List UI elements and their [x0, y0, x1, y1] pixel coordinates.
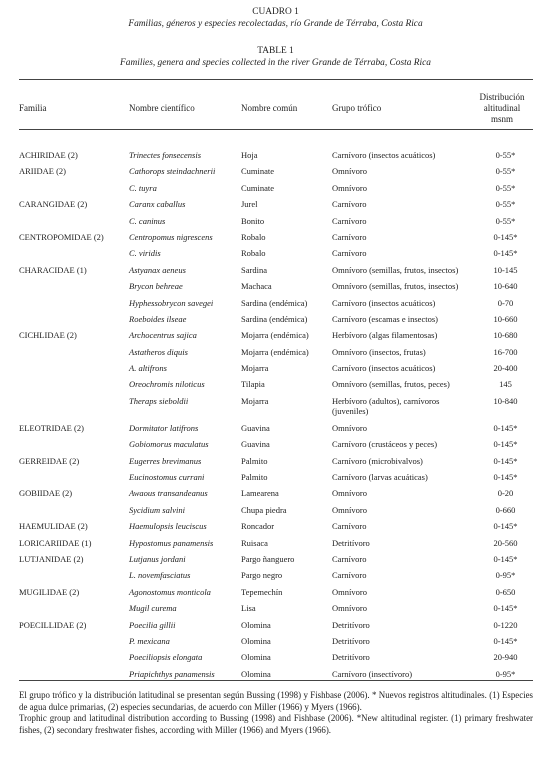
- common-name-cell: Olomina: [241, 668, 271, 679]
- common-name-cell: Palmito: [241, 472, 268, 483]
- scientific-name-cell: Haemulopsis leuciscus: [129, 521, 207, 532]
- distribution-cell: 0-145*: [493, 231, 518, 242]
- family-cell: ARIIDAE (2): [19, 166, 66, 177]
- trophic-group-cell: Carnívoro (insectos acuáticos): [332, 363, 436, 374]
- scientific-name-cell: Awaous transandeanus: [129, 488, 208, 499]
- scientific-name-cell: C. viridis: [129, 248, 161, 259]
- table-row: [19, 347, 533, 363]
- table-row: [19, 538, 533, 554]
- distribution-cell: 145: [499, 379, 512, 390]
- family-cell: CENTROPOMIDAE (2): [19, 231, 104, 242]
- common-name-cell: Chupa piedra: [241, 504, 287, 515]
- scientific-name-cell: Theraps sieboldii: [129, 395, 189, 406]
- distribution-cell: 0-1220: [493, 619, 518, 630]
- trophic-group-cell: Carnívoro (insectos acuáticos): [332, 297, 436, 308]
- scientific-name-cell: Gobiomorus maculatus: [129, 439, 209, 450]
- family-cell: HAEMULIDAE (2): [19, 521, 88, 532]
- table-row: [19, 505, 533, 521]
- table-row: [19, 669, 533, 685]
- trophic-group-cell: Carnívoro (larvas acuáticas): [332, 472, 428, 483]
- distribution-cell: 10-145: [493, 264, 518, 275]
- scientific-name-cell: Astyanax aeneus: [129, 264, 186, 275]
- family-cell: [19, 472, 129, 488]
- family-cell: LORICARIIDAE (1): [19, 537, 92, 548]
- trophic-group-cell: Herbívoro (algas filamentosas): [332, 330, 438, 341]
- scientific-name-cell: Caranx caballus: [129, 199, 186, 210]
- common-name-cell: Bonito: [241, 215, 265, 226]
- table-row: [19, 423, 533, 439]
- family-cell: [19, 603, 129, 619]
- table-row: [19, 363, 533, 379]
- scientific-name-cell: Lutjanus jordani: [129, 553, 186, 564]
- table-row: [19, 314, 533, 330]
- trophic-group-cell: Carnívoro (insectos acuáticos): [332, 150, 436, 160]
- trophic-group-cell: Omnívoro (semillas, frutos, insectos): [332, 264, 459, 275]
- trophic-group-cell: Omnívoro: [332, 182, 367, 193]
- distribution-cell: 0-20: [497, 488, 514, 499]
- trophic-group-cell: Detritívoro: [332, 635, 370, 646]
- species-table-body: [19, 150, 533, 685]
- table-notes: [19, 690, 533, 736]
- distribution-cell: 0-660: [495, 504, 516, 515]
- table-row: [19, 232, 533, 248]
- caption-en-label: TABLE 1: [257, 46, 294, 56]
- scientific-name-cell: P. mexicana: [129, 635, 170, 646]
- trophic-group-cell: Omnívoro: [332, 488, 367, 499]
- scientific-name-cell: L. novemfasciatus: [129, 570, 191, 581]
- distribution-cell: 16-700: [493, 346, 518, 357]
- common-name-cell: Machaca: [241, 281, 272, 292]
- family-cell: GERREIDAE (2): [19, 455, 80, 466]
- table-row: [19, 281, 533, 297]
- trophic-group-cell: Omnívoro: [332, 603, 367, 614]
- common-name-cell: Roncador: [241, 521, 275, 532]
- scientific-name-cell: Cathorops steindachnerii: [129, 166, 216, 177]
- distribution-cell: 0-145*: [493, 455, 518, 466]
- common-name-cell: Lisa: [241, 603, 256, 614]
- common-name-cell: Mojarra: [241, 363, 269, 374]
- trophic-group-cell: Carnívoro: [332, 231, 367, 242]
- distribution-cell: 0-145*: [493, 248, 518, 259]
- scientific-name-cell: Hypostomus panamensis: [129, 537, 214, 548]
- distribution-cell: 0-145*: [493, 439, 518, 450]
- distribution-cell: 10-640: [493, 281, 518, 292]
- family-cell: [19, 248, 129, 264]
- family-cell: [19, 298, 129, 314]
- table-row: [19, 330, 533, 346]
- top-rule: [19, 79, 533, 80]
- scientific-name-cell: Hyphessobrycon savegei: [129, 297, 214, 308]
- table-row: [19, 570, 533, 586]
- caption-es-title: Familias, géneros y especies recolectadas, río Grande de Térraba, Costa Rica: [128, 19, 423, 29]
- family-cell: ACHIRIDAE (2): [19, 150, 78, 160]
- table-row: [19, 587, 533, 603]
- trophic-group-cell: Detritívoro: [332, 652, 370, 663]
- family-cell: [19, 570, 129, 586]
- scientific-name-cell: C. tuyra: [129, 182, 157, 193]
- family-cell: [19, 505, 129, 521]
- scientific-name-cell: Priapichthys panamensis: [129, 668, 215, 679]
- family-cell: [19, 216, 129, 232]
- table-row: [19, 620, 533, 636]
- trophic-group-cell: Detritívoro: [332, 537, 370, 548]
- header-nombre-comun: Nombre común: [241, 103, 298, 113]
- distribution-cell: 10-680: [493, 330, 518, 341]
- distribution-cell: 20-560: [493, 537, 518, 548]
- distribution-cell: 0-55*: [495, 215, 516, 226]
- common-name-cell: Lamearena: [241, 488, 279, 499]
- trophic-group-cell: Carnívoro: [332, 570, 367, 581]
- table-row: [19, 248, 533, 264]
- trophic-group-cell: Omnívoro (semillas, frutos, peces): [332, 379, 450, 390]
- caption-es-label: CUADRO 1: [252, 7, 299, 17]
- trophic-group-cell: Omnívoro (insectos, frutas): [332, 346, 426, 357]
- table-row: [19, 636, 533, 652]
- table-row: [19, 199, 533, 215]
- trophic-group-cell: Carnívoro (microbivalvos): [332, 455, 423, 466]
- scientific-name-cell: Dormitator latifrons: [129, 422, 199, 433]
- common-name-cell: Sardina: [241, 264, 267, 275]
- family-cell: MUGILIDAE (2): [19, 586, 80, 597]
- species-table: [19, 150, 533, 685]
- trophic-group-cell: Omnívoro: [332, 166, 367, 177]
- common-name-cell: Tepemechín: [241, 586, 283, 597]
- distribution-cell: 0-145*: [493, 603, 518, 614]
- distribution-cell: 0-55*: [495, 199, 516, 210]
- scientific-name-cell: Brycon behreae: [129, 281, 183, 292]
- scientific-name-cell: Eugerres brevimanus: [129, 455, 202, 466]
- table-row: [19, 603, 533, 619]
- table-row: [19, 456, 533, 472]
- common-name-cell: Olomina: [241, 619, 271, 630]
- table-row: [19, 396, 533, 423]
- header-grupo-trofico: Grupo trófico: [332, 103, 382, 113]
- trophic-group-cell: Carnívoro (insectívoro): [332, 668, 413, 679]
- trophic-group-cell: Carnívoro: [332, 215, 367, 226]
- note-es: El grupo trófico y la distribución latitudinal se presentan según Bussing (1998) y Fishbase (2006). * Nuevos registros altitudinales. (1) Especies de agua dulce primarias, (2) especies secundarias, de acuerdo con Miller (1966) y Myers (1966).: [19, 690, 533, 712]
- distribution-cell: 0-650: [495, 586, 516, 597]
- table-row: [19, 166, 533, 182]
- header-distribucion: Distribución altitudinal msnm: [479, 92, 525, 124]
- common-name-cell: Olomina: [241, 635, 271, 646]
- trophic-group-cell: Carnívoro: [332, 248, 367, 259]
- distribution-cell: 0-145*: [493, 553, 518, 564]
- table-row: [19, 472, 533, 488]
- table-row: [19, 521, 533, 537]
- distribution-cell: 0-145*: [493, 472, 518, 483]
- trophic-group-cell: Omnívoro (semillas, frutos, insectos): [332, 281, 459, 292]
- trophic-group-cell: Detritívoro: [332, 619, 370, 630]
- distribution-cell: 0-145*: [493, 635, 518, 646]
- scientific-name-cell: C. caninus: [129, 215, 166, 226]
- scientific-name-cell: Astatheros diquis: [129, 346, 188, 357]
- trophic-group-cell: Carnívoro: [332, 553, 367, 564]
- common-name-cell: Ruisaca: [241, 537, 268, 548]
- family-cell: ELEOTRIDAE (2): [19, 422, 84, 433]
- family-cell: POECILLIDAE (2): [19, 619, 87, 630]
- family-cell: [19, 183, 129, 199]
- trophic-group-cell: Carnívoro (crustáceos y peces): [332, 439, 438, 450]
- common-name-cell: Robalo: [241, 248, 266, 259]
- family-cell: [19, 314, 129, 330]
- distribution-cell: 20-400: [493, 363, 518, 374]
- common-name-cell: Olomina: [241, 652, 271, 663]
- scientific-name-cell: Archocentrus sajica: [129, 330, 197, 341]
- common-name-cell: Tilapia: [241, 379, 265, 390]
- distribution-cell: 0-145*: [493, 521, 518, 532]
- family-cell: [19, 396, 129, 423]
- family-cell: LUTJANIDAE (2): [19, 553, 84, 564]
- table-row: [19, 652, 533, 668]
- common-name-cell: Jurel: [241, 199, 258, 210]
- scientific-name-cell: A. altifrons: [129, 363, 167, 374]
- caption-en-title: Families, genera and species collected in the river Grande de Térraba, Costa Rica: [120, 58, 431, 68]
- family-cell: [19, 281, 129, 297]
- common-name-cell: Pargo negro: [241, 570, 283, 581]
- scientific-name-cell: Eucinostomus currani: [129, 472, 205, 483]
- common-name-cell: Sardina (endémica): [241, 297, 308, 308]
- trophic-group-cell: Carnívoro: [332, 199, 367, 210]
- distribution-cell: 0-55*: [495, 166, 516, 177]
- common-name-cell: Guavina: [241, 422, 270, 433]
- common-name-cell: Cuminate: [241, 182, 275, 193]
- common-name-cell: Mojarra (endémica): [241, 346, 309, 357]
- table-row: [19, 298, 533, 314]
- distribution-cell: 10-660: [493, 313, 518, 324]
- scientific-name-cell: Sycidium salvini: [129, 504, 185, 515]
- family-cell: CHARACIDAE (1): [19, 264, 87, 275]
- common-name-cell: Hoja: [241, 150, 258, 160]
- note-en: Trophic group and latitudinal distribution according to Bussing (1998) and Fishbase (2006). *New altitudinal register. (1) primary freshwater fishes, (2) secondary freshwater fishes, according with Miller (1966) and Myers (1966).: [19, 713, 533, 735]
- family-cell: [19, 439, 129, 455]
- scientific-name-cell: Centropomus nigrescens: [129, 231, 213, 242]
- trophic-group-cell: Omnívoro: [332, 586, 367, 597]
- table-row: [19, 439, 533, 455]
- distribution-cell: 0-95*: [495, 570, 516, 581]
- distribution-cell: 0-70: [497, 297, 514, 308]
- table-row: [19, 554, 533, 570]
- distribution-cell: 0-55*: [495, 150, 516, 160]
- trophic-group-cell: Herbívoro (adultos), carnívoros (juveniles): [332, 395, 440, 416]
- header-nombre-cientifico: Nombre científico: [129, 103, 195, 113]
- common-name-cell: Palmito: [241, 455, 268, 466]
- distribution-cell: 0-95*: [495, 668, 516, 679]
- table-row: [19, 265, 533, 281]
- family-cell: [19, 379, 129, 395]
- trophic-group-cell: Omnívoro: [332, 422, 367, 433]
- scientific-name-cell: Poecilia gillii: [129, 619, 176, 630]
- table-row: [19, 488, 533, 504]
- family-cell: CICHLIDAE (2): [19, 330, 77, 341]
- distribution-cell: 0-55*: [495, 182, 516, 193]
- table-row: [19, 379, 533, 395]
- scientific-name-cell: Agonostomus monticola: [129, 586, 211, 597]
- common-name-cell: Mojarra (endémica): [241, 330, 309, 341]
- trophic-group-cell: Carnívoro (escamas e insectos): [332, 313, 438, 324]
- table-row: [19, 216, 533, 232]
- distribution-cell: 20-940: [493, 652, 518, 663]
- distribution-cell: 10-840: [493, 395, 518, 406]
- header-familia: Familia: [19, 103, 47, 113]
- scientific-name-cell: Mugil curema: [129, 603, 177, 614]
- family-cell: [19, 347, 129, 363]
- common-name-cell: Robalo: [241, 231, 266, 242]
- table-row: [19, 150, 533, 166]
- common-name-cell: Mojarra: [241, 395, 269, 406]
- header-rule: [19, 129, 533, 130]
- scientific-name-cell: Oreochromis niloticus: [129, 379, 205, 390]
- common-name-cell: Guavina: [241, 439, 270, 450]
- family-cell: CARANGIDAE (2): [19, 199, 88, 210]
- common-name-cell: Cuminate: [241, 166, 275, 177]
- common-name-cell: Sardina (endémica): [241, 313, 308, 324]
- trophic-group-cell: Omnívoro: [332, 504, 367, 515]
- table-row: [19, 183, 533, 199]
- common-name-cell: Pargo ñanguero: [241, 553, 295, 564]
- distribution-cell: 0-145*: [493, 422, 518, 433]
- family-cell: [19, 669, 129, 685]
- bottom-rule: [19, 680, 533, 681]
- family-cell: [19, 652, 129, 668]
- scientific-name-cell: Trinectes fonsecensis: [129, 150, 202, 160]
- scientific-name-cell: Roeboides ilseae: [129, 313, 187, 324]
- family-cell: [19, 636, 129, 652]
- family-cell: GOBIIDAE (2): [19, 488, 73, 499]
- family-cell: [19, 363, 129, 379]
- scientific-name-cell: Poeciliopsis elongata: [129, 652, 203, 663]
- trophic-group-cell: Carnívoro: [332, 521, 367, 532]
